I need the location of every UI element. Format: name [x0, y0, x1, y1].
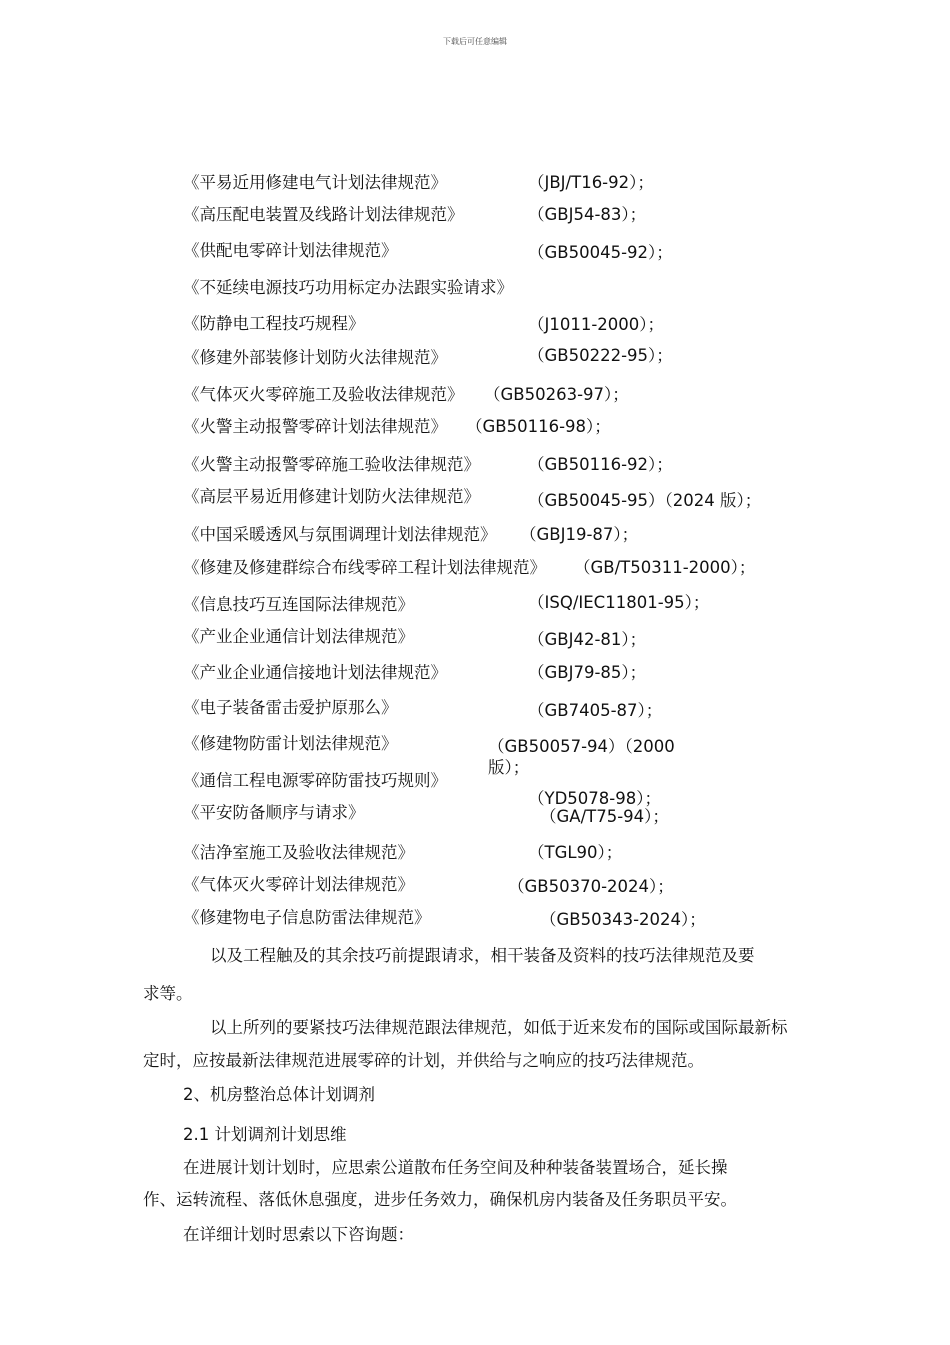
section-heading: 2、机房整治总体计划调剂 [183, 1085, 375, 1104]
standard-name: 《平安防备顺序与请求》 [183, 803, 365, 822]
standard-code: （GA/T75-94）； [540, 807, 669, 826]
standard-code: （GBJ19-87）； [520, 525, 639, 544]
subsection-heading: 2.1 计划调剂计划思维 [183, 1125, 347, 1144]
standard-name: 《修建物电子信息防雷法律规范》 [183, 908, 431, 927]
standard-code: （TGL90）； [528, 843, 623, 862]
standard-code: （GB50116-98）； [466, 417, 611, 436]
standard-name: 《平易近用修建电气计划法律规范》 [183, 173, 447, 192]
standard-name: 《气体灭火零碎施工及验收法律规范》 [183, 385, 464, 404]
paragraph-line: 作、运转流程、落低休息强度，进步任务效力，确保机房内装备及任务职员平安。 [143, 1190, 737, 1209]
page-header: 下载后可任意编辑 [443, 37, 507, 46]
standard-code: （GB7405-87）； [528, 701, 663, 720]
paragraph-line: 以及工程触及的其余技巧前提跟请求，相干装备及资料的技巧法律规范及要 [210, 946, 755, 965]
standard-name: 《产业企业通信计划法律规范》 [183, 627, 414, 646]
standard-code: （YD5078-98）； [528, 789, 661, 808]
standard-name: 《电子装备雷击爱护原那么》 [183, 698, 398, 717]
standard-code: （GB50370-2024）； [508, 877, 674, 896]
standard-name: 《火警主动报警零碎施工验收法律规范》 [183, 455, 480, 474]
standard-name: 《不延续电源技巧功用标定办法跟实验请求》 [183, 278, 513, 297]
standard-name: 《信息技巧互连国际法律规范》 [183, 595, 414, 614]
standard-name: 《供配电零碎计划法律规范》 [183, 241, 398, 260]
standard-name: 《火警主动报警零碎计划法律规范》 [183, 417, 447, 436]
standard-code: （GB50116-92）； [528, 455, 673, 474]
standard-name: 《气体灭火零碎计划法律规范》 [183, 875, 414, 894]
paragraph-line: 定时，应按最新法律规范进展零碎的计划，并供给与之响应的技巧法律规范。 [143, 1051, 704, 1070]
standard-code: （GBJ54-83）； [528, 205, 647, 224]
standard-code: （GB50263-97）； [484, 385, 629, 404]
standard-code: （GBJ42-81）； [528, 630, 647, 649]
standard-name: 《洁净室施工及验收法律规范》 [183, 843, 414, 862]
standard-name: 《修建物防雷计划法律规范》 [183, 734, 398, 753]
standard-code: （J1011-2000）； [528, 315, 665, 334]
paragraph-line: 求等。 [143, 984, 193, 1003]
standard-code: 版）； [488, 758, 530, 777]
standard-name: 《修建外部装修计划防火法律规范》 [183, 348, 447, 367]
standard-name: 《高压配电装置及线路计划法律规范》 [183, 205, 464, 224]
standard-name: 《修建及修建群综合布线零碎工程计划法律规范》 [183, 558, 546, 577]
standard-name: 《产业企业通信接地计划法律规范》 [183, 663, 447, 682]
standard-name: 《防静电工程技巧规程》 [183, 314, 365, 333]
standard-code: （GB50045-95）（2024 版）； [528, 491, 762, 510]
standard-code: （GB50045-92）； [528, 243, 673, 262]
standard-code: （GBJ79-85）； [528, 663, 647, 682]
standard-name: 《中国采暖透风与氛围调理计划法律规范》 [183, 525, 497, 544]
standard-code: （GB50222-95）； [528, 346, 673, 365]
paragraph-line: 在详细计划时思索以下咨询题： [183, 1225, 414, 1244]
standard-code: （GB50343-2024）； [540, 910, 706, 929]
standard-code: （JBJ/T16-92）； [528, 173, 654, 192]
paragraph-line: 以上所列的要紧技巧法律规范跟法律规范，如低于近来发布的国际或国际最新标 [210, 1018, 788, 1037]
paragraph-line: 在进展计划计划时，应思索公道散布任务空间及种种装备装置场合，延长操 [183, 1158, 728, 1177]
standard-name: 《通信工程电源零碎防雷技巧规则》 [183, 771, 447, 790]
standard-name: 《高层平易近用修建计划防火法律规范》 [183, 487, 480, 506]
standard-code: （GB50057-94）（2000 [488, 737, 675, 756]
standard-code: （GB/T50311-2000）； [574, 558, 756, 577]
standard-code: （ISQ/IEC11801-95）； [528, 593, 710, 612]
